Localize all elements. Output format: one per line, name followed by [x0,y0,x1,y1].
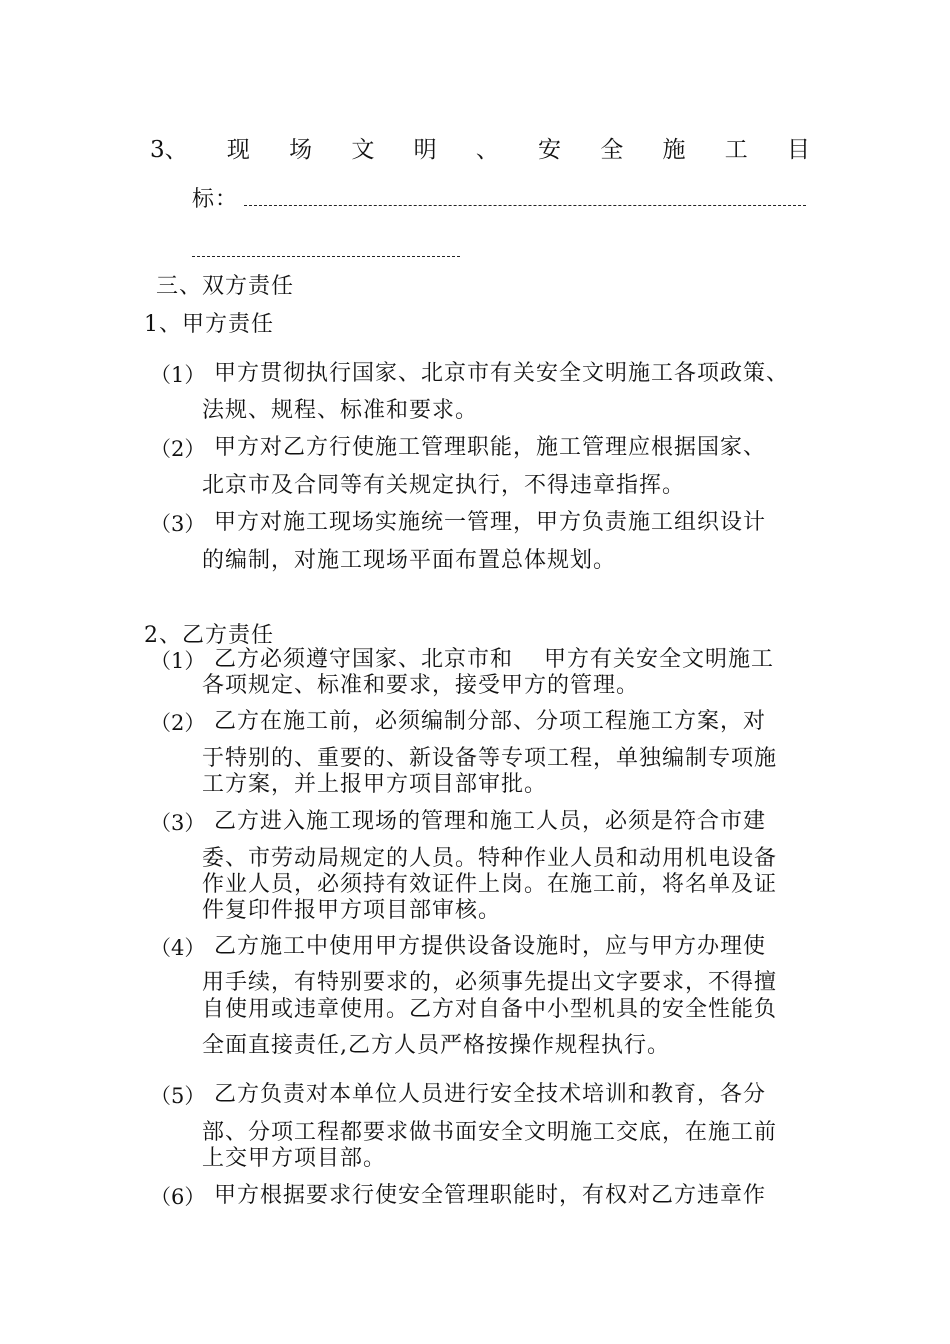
item3-continuation: 标： [192,187,239,212]
item3-char: 施 [662,137,686,163]
item-text: 甲方对施工现场实施统一管理，甲方负责施工组织设计 [214,510,767,535]
item3-char: 场 [289,137,313,163]
item-text: 乙方必须遵守国家、北京市和 甲方有关安全文明施工 [214,647,774,672]
item-number: （3） [150,811,206,835]
item3-char: 现 [226,137,250,163]
item-text: 工方案，并上报甲方项目部审批。 [202,772,548,797]
item-number: （4） [150,936,206,960]
item-text: 委、市劳动局规定的人员。特种作业人员和动用机电设备 [202,846,778,871]
item-number: （6） [150,1185,206,1209]
item-number: （1） [150,363,206,387]
item-text: 件复印件报甲方项目部审核。 [202,898,502,923]
item3-char: 文 [351,137,375,163]
item-text: 法规、规程、标准和要求。 [202,398,479,423]
item3-heading [150,136,810,164]
party-b-title: 2、乙方责任 [144,623,274,648]
fill-in-blank-line [244,205,806,206]
item-text: 甲方根据要求行使安全管理职能时，有权对乙方违章作 [214,1183,767,1208]
item3-char: 安 [538,137,562,163]
item-text: 自使用或违章使用。乙方对自备中小型机具的安全性能负 [202,997,778,1022]
item3-char: 工 [724,137,748,163]
item-text: 的编制，对施工现场平面布置总体规划。 [202,548,617,573]
fill-in-blank-line [192,256,460,257]
item-text: 用手续，有特别要求的，必须事先提出文字要求，不得擅 [202,970,778,995]
item3-char: 3、 [150,137,188,163]
party-a-title: 1、甲方责任 [144,312,274,337]
item-number: （1） [150,649,206,673]
item-number: （5） [150,1084,206,1108]
item-number: （3） [150,512,206,536]
item-text: 甲方贯彻执行国家、北京市有关安全文明施工各项政策、 [214,361,790,386]
item-text: 上交甲方项目部。 [202,1146,387,1171]
item-text: 甲方对乙方行使施工管理职能，施工管理应根据国家、 [214,435,767,460]
item3-char: 目 [786,137,810,163]
section-title: 三、双方责任 [156,274,295,299]
item-text: 各项规定、标准和要求，接受甲方的管理。 [202,673,640,698]
item3-char: 、 [475,137,499,163]
item-number: （2） [150,711,206,735]
item3-char: 全 [600,137,624,163]
item-text: 乙方在施工前，必须编制分部、分项工程施工方案，对 [214,709,767,734]
item-text: 于特别的、重要的、新设备等专项工程，单独编制专项施 [202,746,778,771]
item-text: 北京市及合同等有关规定执行，不得违章指挥。 [202,473,686,498]
item-text: 部、分项工程都要求做书面安全文明施工交底，在施工前 [202,1120,778,1145]
item-text: 全面直接责任,乙方人员严格按操作规程执行。 [202,1033,670,1058]
item3-char: 明 [413,137,437,163]
item-text: 乙方施工中使用甲方提供设备设施时，应与甲方办理使 [214,934,767,959]
item-text: 乙方负责对本单位人员进行安全技术培训和教育，各分 [214,1082,767,1107]
item-number: （2） [150,437,206,461]
item-text: 作业人员，必须持有效证件上岗。在施工前，将名单及证 [202,872,778,897]
item-text: 乙方进入施工现场的管理和施工人员，必须是符合市建 [214,809,767,834]
